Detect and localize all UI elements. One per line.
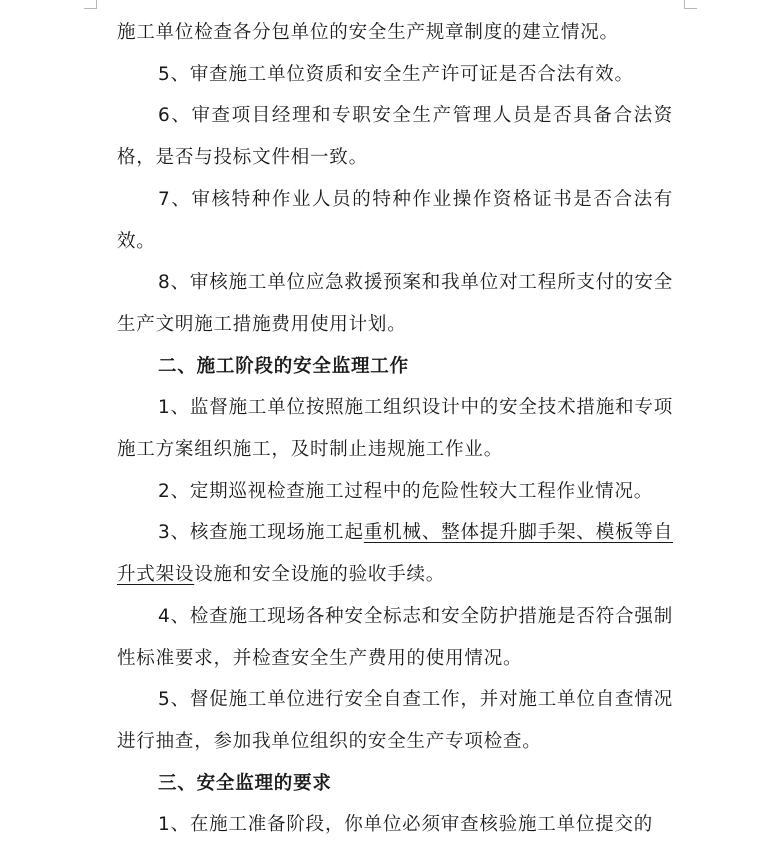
section-heading-2: 二、施工阶段的安全监理工作 xyxy=(158,355,409,377)
list-item-1b: 1、在施工准备阶段，你单位必须审查核验施工单位提交的 xyxy=(158,814,654,836)
document-body xyxy=(117,12,673,843)
list-item-5b: 5、督促施工单位进行安全自查工作，并对施工单位自查情况进行抽查，参加我单位组织的安全生产专项检查。 xyxy=(117,689,673,752)
list-item-3-prefix: 3、核查施工现场施工起 xyxy=(158,522,364,544)
list-item-6: 6、审查项目经理和专职安全生产管理人员是否具备合法资格，是否与投标文件相一致。 xyxy=(117,105,673,169)
underlined-text: 重机械、整体提升脚手架、模板等自升式架设 xyxy=(117,522,673,586)
paragraph-continuation: 施工单位检查各分包单位的安全生产规章制度的建立情况。 xyxy=(117,22,619,43)
list-item-3-suffix: 设施和安全设施的验收手续。 xyxy=(194,564,446,586)
list-item-5: 5、审查施工单位资质和安全生产许可证是否合法有效。 xyxy=(158,63,634,85)
list-item-4: 4、检查施工现场各种安全标志和安全防护措施是否符合强制性标准要求，并检查安全生产费用的使用情况。 xyxy=(117,605,673,669)
list-item-8: 8、审核施工单位应急救援预案和我单位对工程所支付的安全生产文明施工措施费用使用计划。 xyxy=(117,272,673,335)
list-item-2: 2、定期巡视检查施工过程中的危险性较大工程作业情况。 xyxy=(158,480,654,502)
list-item-3 xyxy=(117,512,673,595)
list-item-1: 1、监督施工单位按照施工组织设计中的安全技术措施和专项施工方案组织施工，及时制止违规施工作业。 xyxy=(117,397,673,461)
section-heading-3: 三、安全监理的要求 xyxy=(158,772,332,794)
margin-corner-mark-left xyxy=(84,0,97,9)
margin-corner-mark-right xyxy=(684,0,697,9)
list-item-7: 7、审核特种作业人员的特种作业操作资格证书是否合法有效。 xyxy=(117,188,673,252)
